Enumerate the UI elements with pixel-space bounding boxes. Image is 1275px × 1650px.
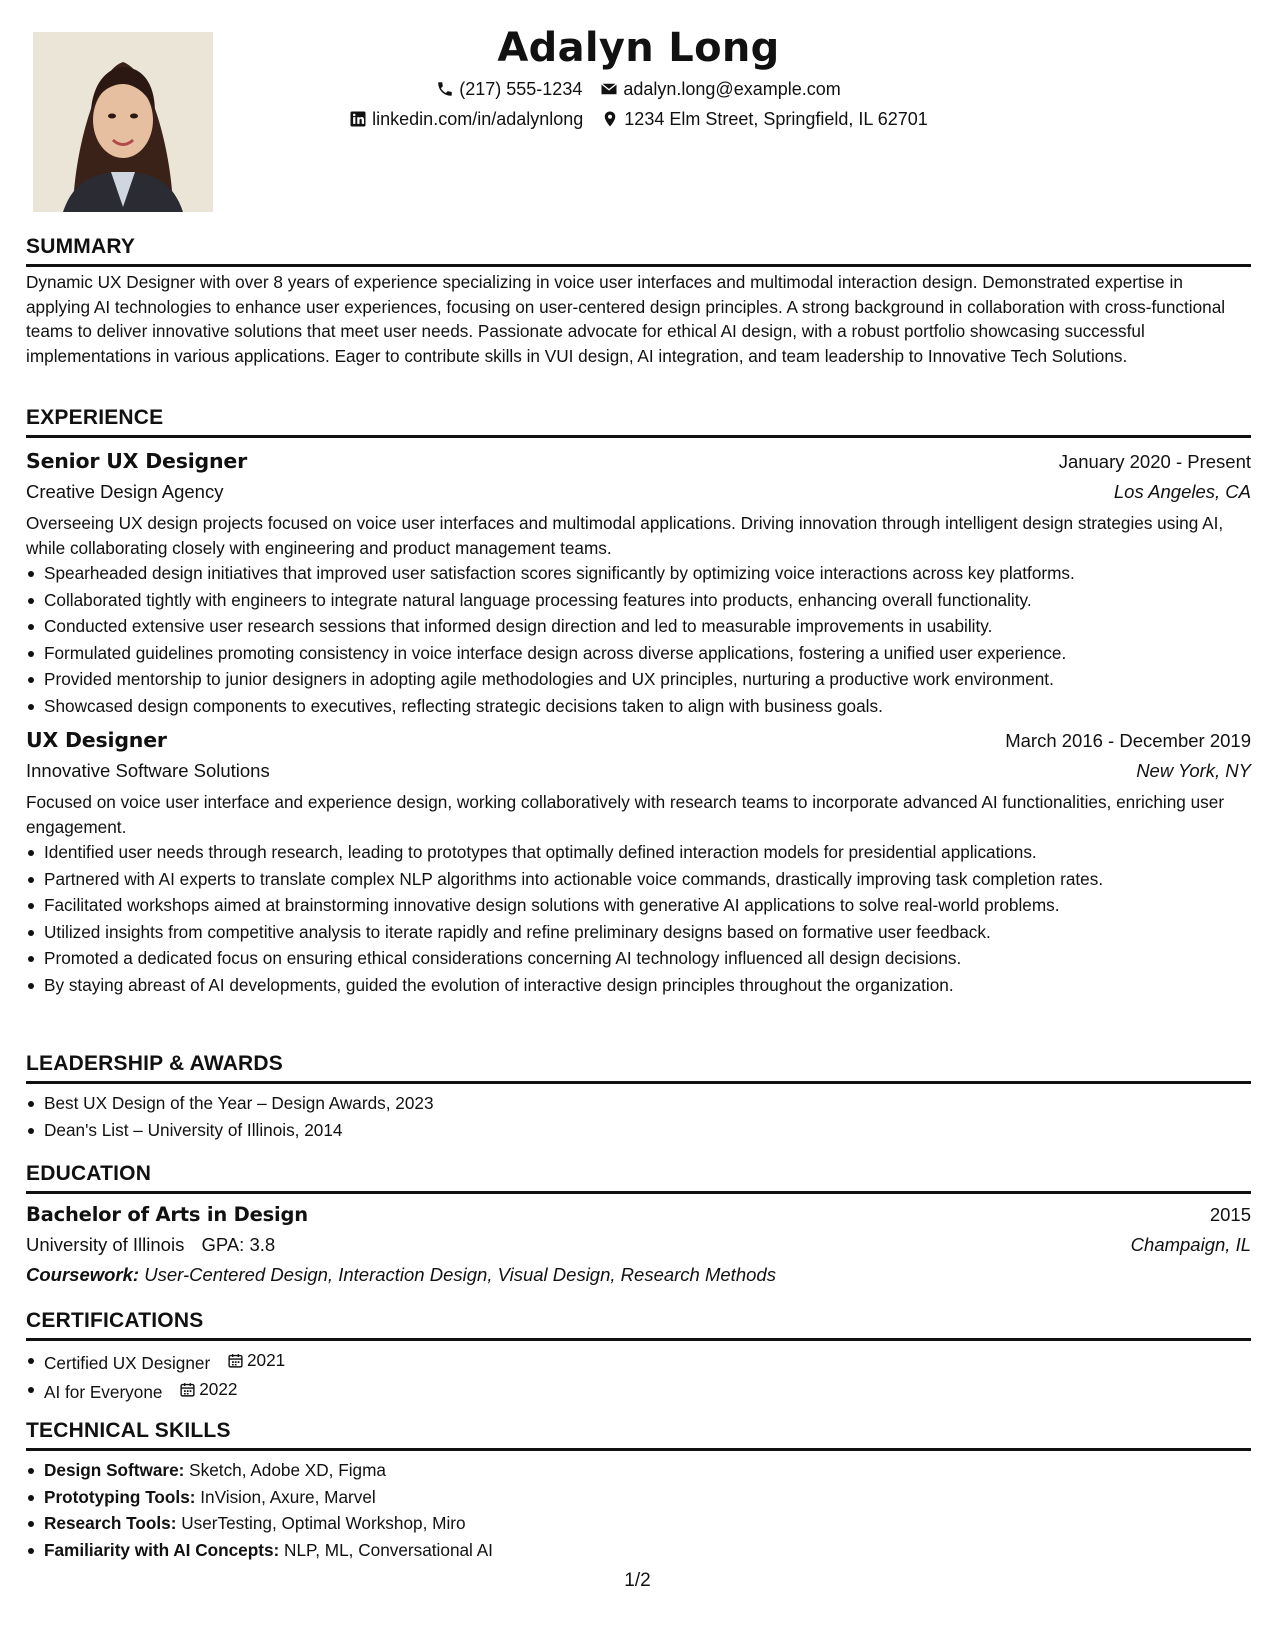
list-item: Facilitated workshops aimed at brainstorming innovative design solutions with generative AI applications to solve real-world problems. bbox=[44, 892, 1251, 919]
certifications-section bbox=[26, 1307, 1251, 1406]
cert-name: Certified UX Designer bbox=[44, 1352, 211, 1373]
job-title: Senior UX Designer bbox=[26, 449, 248, 473]
list-item: Identified user needs through research, leading to prototypes that optimally defined interaction models for presidential applications. bbox=[44, 839, 1251, 866]
job-entry bbox=[26, 725, 1251, 998]
contact-line-1 bbox=[26, 74, 1251, 104]
experience-section bbox=[26, 404, 1251, 998]
list-item: Conducted extensive user research sessions that informed design direction and led to measurable improvements in usability. bbox=[44, 613, 1251, 640]
list-item: Dean's List – University of Illinois, 2014 bbox=[44, 1117, 1251, 1144]
job-bullets bbox=[26, 560, 1251, 719]
email-contact[interactable] bbox=[600, 74, 840, 104]
list-item: By staying abreast of AI developments, guided the evolution of interactive design principles throughout the organization. bbox=[44, 972, 1251, 999]
section-title-awards: LEADERSHIP & AWARDS bbox=[26, 1050, 1251, 1084]
contact-line-2 bbox=[26, 104, 1251, 134]
job-dates: March 2016 - December 2019 bbox=[1005, 730, 1251, 751]
gpa: GPA: 3.8 bbox=[201, 1234, 276, 1255]
skill-label: Design Software: bbox=[44, 1460, 185, 1480]
graduation-year: 2015 bbox=[1209, 1204, 1251, 1225]
skill-value: InVision, Axure, Marvel bbox=[200, 1486, 376, 1507]
envelope-icon bbox=[600, 80, 618, 98]
calendar-icon bbox=[179, 1381, 196, 1398]
email-text[interactable]: adalyn.long@example.com bbox=[623, 79, 841, 99]
job-company: Innovative Software Solutions bbox=[26, 760, 270, 781]
list-item bbox=[44, 1484, 1251, 1511]
job-bullets bbox=[26, 839, 1251, 998]
skills-list bbox=[26, 1457, 1251, 1563]
linkedin-text[interactable]: linkedin.com/in/adalynlong bbox=[372, 109, 584, 129]
cert-year: 2021 bbox=[247, 1350, 286, 1370]
list-item bbox=[44, 1510, 1251, 1537]
skill-value: Sketch, Adobe XD, Figma bbox=[189, 1460, 386, 1480]
list-item: Provided mentorship to junior designers in adopting agile methodologies and UX principles, nurturing a productive work environment. bbox=[44, 666, 1251, 693]
job-location: Los Angeles, CA bbox=[1113, 481, 1251, 502]
job-description: Focused on voice user interface and experience design, working collaboratively with research teams to incorporate advanced AI functionalities, enriching user engagement. bbox=[26, 792, 1225, 837]
phone-contact bbox=[436, 74, 582, 104]
candidate-name: Adalyn Long bbox=[497, 25, 780, 71]
cert-year: 2022 bbox=[199, 1379, 238, 1400]
list-item: Spearheaded design initiatives that improved user satisfaction scores significantly by optimizing voice interactions across key platforms. bbox=[44, 560, 1251, 587]
job-location: New York, NY bbox=[1136, 760, 1251, 781]
section-title-summary: SUMMARY bbox=[26, 233, 1251, 267]
summary-section bbox=[26, 233, 1251, 368]
linkedin-contact[interactable] bbox=[349, 104, 583, 134]
job-company: Creative Design Agency bbox=[26, 481, 224, 502]
list-item: Formulated guidelines promoting consistency in voice interface design across diverse applications, fostering a unified user experience. bbox=[44, 640, 1251, 667]
coursework-label: Coursework: bbox=[26, 1264, 140, 1285]
school-name: University of Illinois bbox=[26, 1234, 185, 1255]
education-section bbox=[26, 1160, 1251, 1290]
page-number: 1/2 bbox=[624, 1570, 651, 1591]
calendar-icon bbox=[227, 1352, 244, 1369]
list-item bbox=[44, 1457, 1251, 1484]
list-item: Promoted a dedicated focus on ensuring ethical considerations concerning AI technology influenced all design decisions. bbox=[44, 945, 1251, 972]
job-dates: January 2020 - Present bbox=[1058, 451, 1251, 472]
address-contact bbox=[601, 104, 928, 134]
skill-label: Familiarity with AI Concepts: bbox=[44, 1539, 280, 1560]
list-item: Collaborated tightly with engineers to integrate natural language processing features into products, enhancing overall functionality. bbox=[44, 587, 1251, 614]
job-entry bbox=[26, 446, 1251, 719]
phone-text: (217) 555-1234 bbox=[459, 79, 583, 99]
school-location: Champaign, IL bbox=[1130, 1234, 1251, 1255]
header bbox=[26, 22, 1251, 134]
section-title-experience: EXPERIENCE bbox=[26, 404, 1251, 438]
skill-label: Research Tools: bbox=[44, 1513, 177, 1533]
skill-label: Prototyping Tools: bbox=[44, 1486, 196, 1507]
list-item bbox=[44, 1376, 1251, 1405]
school-line bbox=[26, 1230, 275, 1260]
section-title-education: EDUCATION bbox=[26, 1160, 1251, 1194]
section-title-certifications: CERTIFICATIONS bbox=[26, 1307, 1251, 1341]
list-item: Showcased design components to executives, reflecting strategic decisions taken to align with business goals. bbox=[44, 693, 1251, 720]
skill-value: NLP, ML, Conversational AI bbox=[284, 1539, 493, 1560]
awards-list bbox=[26, 1090, 1251, 1143]
coursework-line bbox=[26, 1260, 1251, 1290]
job-description: Overseeing UX design projects focused on voice user interfaces and multimodal applications. Driving innovation through intelligent design strategies using AI, while collaborating closely with engineering and product management teams. bbox=[26, 513, 1224, 558]
linkedin-icon bbox=[349, 110, 367, 128]
cert-name: AI for Everyone bbox=[44, 1382, 163, 1402]
map-pin-icon bbox=[601, 110, 619, 128]
job-title: UX Designer bbox=[26, 728, 167, 752]
section-title-skills: TECHNICAL SKILLS bbox=[26, 1417, 1251, 1451]
cert-date bbox=[227, 1347, 285, 1374]
coursework-text: User-Centered Design, Interaction Design, Visual Design, Research Methods bbox=[144, 1264, 776, 1285]
phone-icon bbox=[436, 80, 454, 98]
list-item: Partnered with AI experts to translate complex NLP algorithms into actionable voice commands, drastically improving task completion rates. bbox=[44, 866, 1251, 893]
certifications-list bbox=[26, 1347, 1251, 1406]
skill-value: UserTesting, Optimal Workshop, Miro bbox=[181, 1513, 466, 1533]
list-item: Best UX Design of the Year – Design Awards, 2023 bbox=[44, 1090, 1251, 1117]
skills-section bbox=[26, 1417, 1251, 1563]
list-item: Utilized insights from competitive analysis to iterate rapidly and refine preliminary designs based on formative user feedback. bbox=[44, 919, 1251, 946]
address-text: 1234 Elm Street, Springfield, IL 62701 bbox=[624, 109, 928, 129]
awards-section bbox=[26, 1050, 1251, 1143]
cert-date bbox=[179, 1376, 237, 1403]
degree-title: Bachelor of Arts in Design bbox=[26, 1203, 308, 1226]
list-item bbox=[44, 1347, 1251, 1376]
list-item bbox=[44, 1537, 1251, 1564]
summary-text: Dynamic UX Designer with over 8 years of experience specializing in voice user interfaces and multimodal interaction design. Demonstrated expertise in applying AI technologies to enhance user experiences, focusing on user-centered design principles. A strong background in collaboration with cross-functional teams to deliver innovative solutions that meet user needs. Passionate advocate for ethical AI design, with a robust portfolio showcasing successful implementations in various applications. Eager to contribute skills in VUI design, AI integration, and team leadership to Innovative Tech Solutions. bbox=[26, 272, 1226, 366]
